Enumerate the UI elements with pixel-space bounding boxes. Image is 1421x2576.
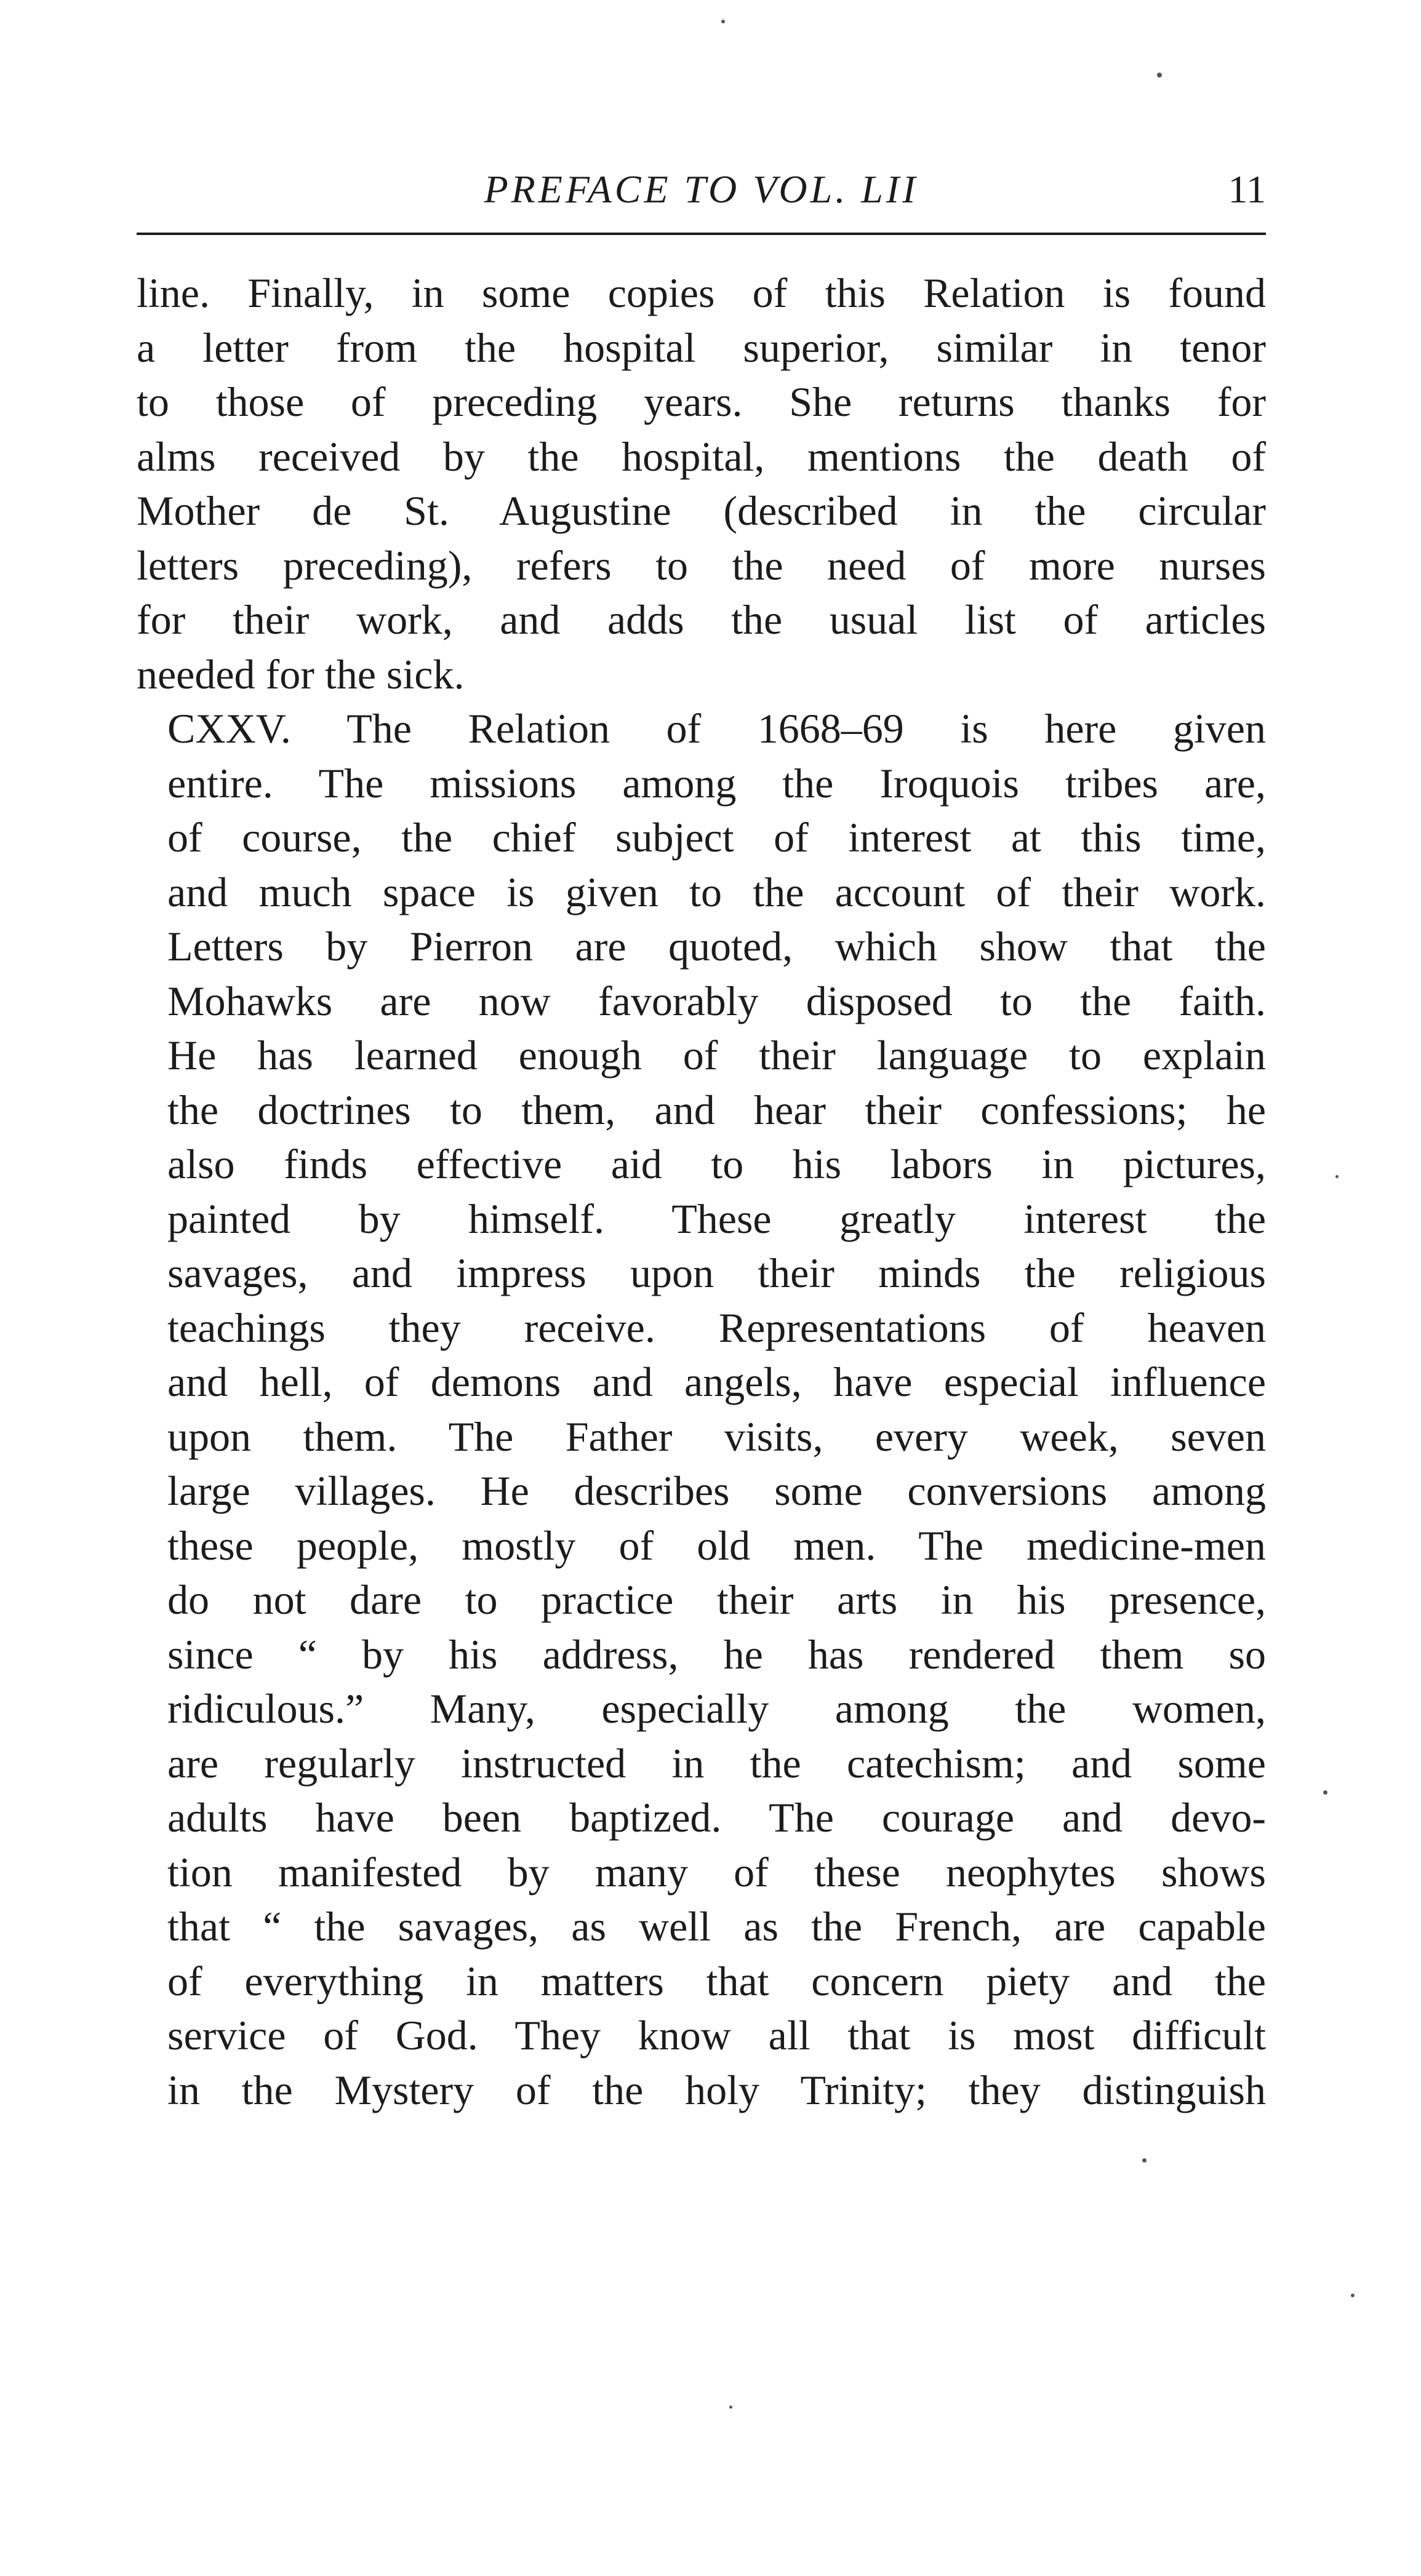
text-line: are regularly instructed in the catechism; and some xyxy=(167,1739,1266,1787)
text-line: Mother de St. Augustine (described in the circular xyxy=(137,487,1266,534)
text-line: the doctrines to them, and hear their confessions; he xyxy=(167,1086,1266,1133)
text-line: letters preceding), refers to the need of more nurses xyxy=(137,541,1266,589)
text-line: of course, the chief subject of interest at this time, xyxy=(167,814,1266,861)
text-line: tion manifested by many of these neophytes shows xyxy=(167,1848,1266,1896)
text-line: alms received by the hospital, mentions the death of xyxy=(137,433,1266,480)
text-line: Letters by Pierron are quoted, which show that the xyxy=(167,923,1266,970)
scan-speck xyxy=(1142,2158,1147,2163)
paragraph-1 xyxy=(137,266,1266,701)
body-text xyxy=(137,266,1266,2117)
text-line: line. Finally, in some copies of this Relation is found xyxy=(137,269,1266,316)
text-line: do not dare to practice their arts in his presence, xyxy=(167,1576,1266,1623)
text-line: in the Mystery of the holy Trinity; they distinguish xyxy=(167,2066,1266,2113)
scan-speck xyxy=(721,20,725,23)
text-line: and hell, of demons and angels, have especial influence xyxy=(167,1358,1266,1405)
text-line: these people, mostly of old men. The medicine-men xyxy=(167,1521,1266,1569)
text-line: ridiculous.” Many, especially among the women, xyxy=(167,1685,1266,1732)
text-line: for their work, and adds the usual list of articles xyxy=(137,596,1266,643)
text-line: since “ by his address, he has rendered them so xyxy=(167,1630,1266,1678)
text-line: service of God. They know all that is most difficult xyxy=(167,2012,1266,2059)
scan-speck xyxy=(1323,1790,1327,1795)
scan-speck xyxy=(1351,2294,1355,2297)
text-line: entire. The missions among the Iroquois tribes are, xyxy=(167,759,1266,807)
text-line: of everything in matters that concern piety and the xyxy=(167,1957,1266,2004)
text-line: that “ the savages, as well as the French, are capable xyxy=(167,1903,1266,1950)
text-line: Mohawks are now favorably disposed to the faith. xyxy=(167,977,1266,1024)
header-rule xyxy=(137,233,1266,235)
text-line: teachings they receive. Representations of heaven xyxy=(167,1304,1266,1351)
text-line: He has learned enough of their language to explain xyxy=(167,1032,1266,1079)
scan-speck xyxy=(1157,73,1162,78)
text-line: needed for the sick. xyxy=(137,650,465,698)
scan-speck xyxy=(1335,1175,1339,1178)
text-line: CXXV. The Relation of 1668–69 is here given xyxy=(167,705,1266,752)
running-head-title: PREFACE TO VOL. LII xyxy=(484,167,919,211)
paragraph-2 xyxy=(137,701,1266,2117)
text-line: savages, and impress upon their minds the religious xyxy=(167,1250,1266,1296)
text-line: upon them. The Father visits, every week, seven xyxy=(167,1413,1266,1460)
text-line: also finds effective aid to his labors in pictures, xyxy=(167,1141,1266,1187)
text-line: to those of preceding years. She returns thanks for xyxy=(137,378,1266,425)
text-line: painted by himself. These greatly interest the xyxy=(167,1195,1266,1242)
text-line: and much space is given to the account of their work. xyxy=(167,868,1266,915)
text-line: large villages. He describes some conversions among xyxy=(167,1467,1266,1514)
page-number: 11 xyxy=(1228,167,1266,211)
text-line: a letter from the hospital superior, similar in tenor xyxy=(137,324,1266,371)
running-head xyxy=(137,165,1266,214)
scan-speck xyxy=(729,2406,732,2409)
text-line: adults have been baptized. The courage and devo- xyxy=(167,1794,1266,1841)
